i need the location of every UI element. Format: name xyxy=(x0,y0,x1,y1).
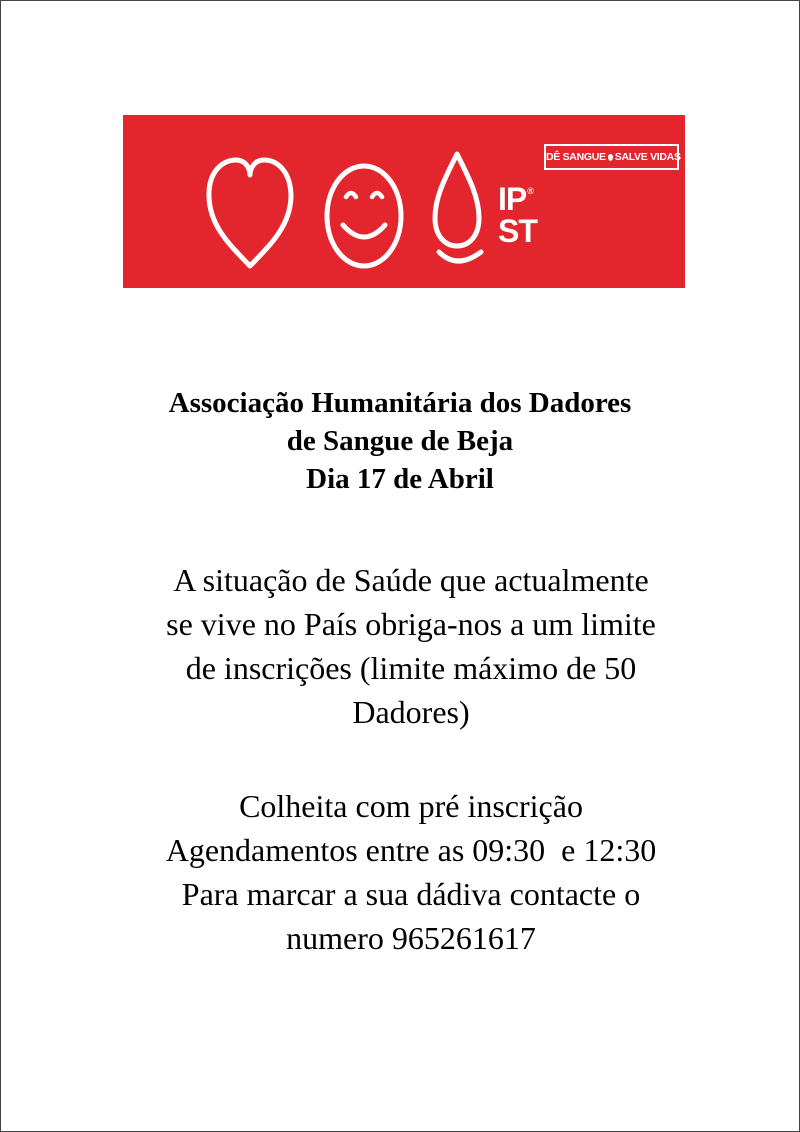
heart-icon xyxy=(209,160,291,266)
situation-line-2: se vive no País obriga-nos a um limite xyxy=(166,606,656,642)
slogan-badge xyxy=(544,144,679,170)
logo-top-text: IP xyxy=(498,181,527,217)
logo-bottom-text: ST xyxy=(498,213,537,249)
collection-line-1: Colheita com pré inscrição xyxy=(239,788,583,824)
slogan-left: DÊ SANGUE xyxy=(546,151,606,163)
ipst-logo xyxy=(498,175,537,247)
situation-paragraph xyxy=(0,558,800,734)
situation-line-3: de inscrições (limite máximo de 50 xyxy=(185,650,637,686)
event-heading xyxy=(0,384,800,498)
collection-line-3: Para marcar a sua dádiva contacte o xyxy=(181,876,641,912)
situation-line-4: Dadores) xyxy=(352,694,470,730)
collection-line-4: numero 965261617 xyxy=(286,920,536,956)
smiley-face-icon xyxy=(327,166,401,266)
banner-icons xyxy=(123,115,685,288)
heading-line-3: Dia 17 de Abril xyxy=(306,463,494,495)
situation-line-1: A situação de Saúde que actualmente xyxy=(173,562,649,598)
slogan-right: SALVE VIDAS xyxy=(614,151,681,163)
collection-line-2: Agendamentos entre as 09:30 e 12:30 xyxy=(165,832,657,868)
heading-line-2: de Sangue de Beja xyxy=(286,425,514,457)
collection-paragraph xyxy=(0,784,800,960)
registered-mark: ® xyxy=(527,186,533,196)
blood-drop-icon xyxy=(435,154,481,261)
ipst-banner xyxy=(123,115,685,288)
slogan-drop-icon xyxy=(608,154,613,161)
heading-line-1: Associação Humanitária dos Dadores xyxy=(168,387,632,419)
